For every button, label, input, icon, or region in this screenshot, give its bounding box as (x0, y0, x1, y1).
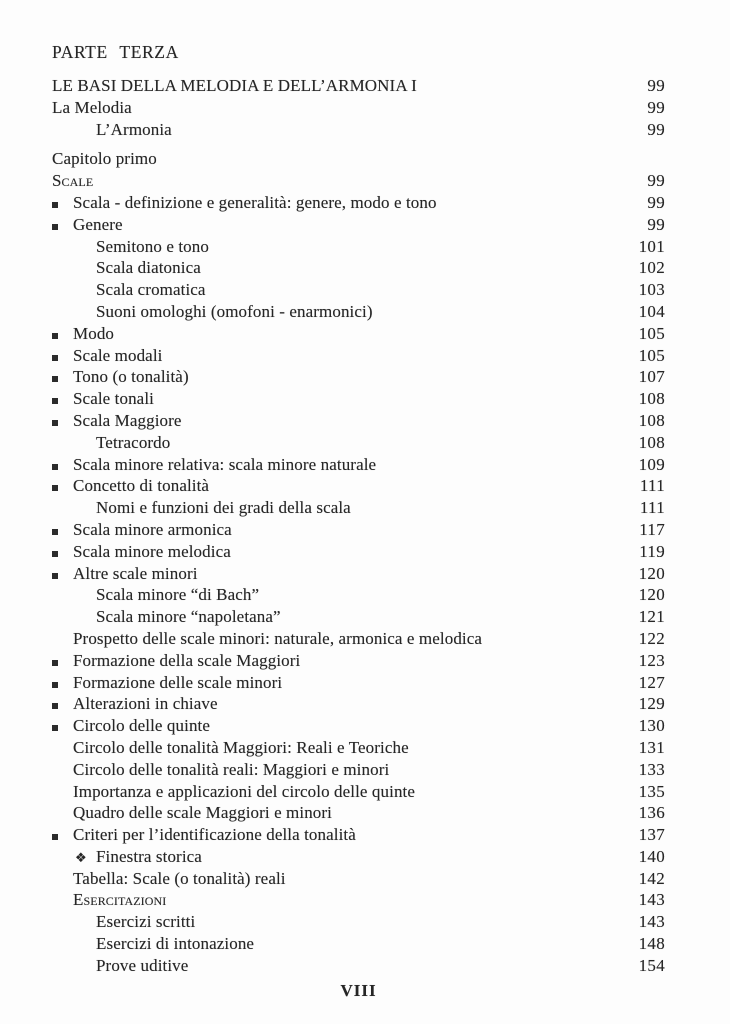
toc-entry-label: Scale modali (73, 345, 163, 365)
toc-entry-label: Scale tonali (73, 389, 154, 409)
toc-entry-label: Finestra storica (96, 846, 202, 866)
toc-entry (52, 584, 665, 606)
toc-entry (52, 541, 665, 563)
toc-entry-label: Prove uditive (96, 955, 189, 975)
square-bullet-icon (52, 345, 73, 367)
toc-entry-page: 105 (638, 345, 665, 365)
square-bullet-icon (52, 475, 73, 497)
square-bullet-icon (52, 323, 73, 345)
toc-entry-label: Concetto di tonalità (73, 476, 210, 496)
toc-entry-page: 104 (638, 301, 665, 321)
toc-entry-label: Scala minore “napoletana” (96, 607, 281, 627)
toc-entry-label: Scala minore armonica (73, 519, 232, 539)
toc-entry-page: 107 (638, 367, 665, 387)
toc-entry-page: 108 (638, 410, 665, 430)
toc-entry-page: 137 (638, 825, 665, 845)
toc-entry-page: 99 (647, 171, 665, 191)
toc-entry-page: 142 (638, 868, 665, 888)
toc-entry-label: Scala Maggiore (73, 410, 182, 430)
toc-entry-label: L’Armonia (96, 119, 172, 139)
toc-entry (52, 672, 665, 694)
toc-entry-label: Scala minore relativa: scala minore naturale (73, 454, 377, 474)
square-bullet-icon (52, 454, 73, 476)
toc-entry-page: 99 (647, 76, 665, 95)
square-bullet-icon (52, 541, 73, 563)
square-bullet-icon (52, 214, 73, 236)
folio-page-number: VIII (340, 980, 377, 1000)
toc-entry (52, 955, 665, 977)
toc-entry-label: Criteri per l’identificazione della tonalità (73, 825, 356, 845)
toc-entry-page: 117 (639, 519, 665, 539)
toc-entry (52, 192, 665, 214)
toc-entry-page: 111 (639, 476, 665, 496)
toc-entry-page: 102 (638, 258, 665, 278)
toc-entry (52, 693, 665, 715)
toc-entry-label: Circolo delle quinte (73, 716, 211, 736)
toc-entry-page: 123 (638, 650, 665, 670)
toc-entry (52, 366, 665, 388)
toc-entry-page: 108 (638, 432, 665, 452)
toc-entry-label: Nomi e funzioni dei gradi della scala (96, 498, 351, 518)
toc-entry (52, 650, 665, 672)
toc-entry-label: Alterazioni in chiave (73, 694, 218, 714)
square-bullet-icon (52, 693, 73, 715)
toc-entry (52, 606, 665, 628)
toc-entry-page: 103 (638, 280, 665, 300)
toc-entry (52, 279, 665, 301)
square-bullet-icon (52, 366, 73, 388)
toc-entry-page: 143 (638, 912, 665, 932)
toc-entry-label: Formazione delle scale minori (73, 672, 283, 692)
toc-entry-label: Importanza e applicazioni del circolo delle quinte (73, 781, 416, 801)
toc-entry-label: Scala cromatica (96, 280, 206, 300)
toc-entry-label: Tetracordo (96, 432, 171, 452)
toc-entry-label: Scale (52, 171, 94, 191)
toc-entry (52, 410, 665, 432)
toc-entry (52, 323, 665, 345)
toc-entry (52, 257, 665, 279)
toc-entry-page: 136 (638, 803, 665, 823)
toc-entry-page: 99 (647, 97, 665, 117)
square-bullet-icon (52, 410, 73, 432)
square-bullet-icon (52, 519, 73, 541)
toc-entry-page: 130 (638, 716, 665, 736)
toc-entry-page: 101 (638, 236, 665, 256)
square-bullet-icon (52, 715, 73, 737)
toc-entry-label: Genere (73, 214, 123, 234)
toc-entry-label: Formazione della scale Maggiori (73, 650, 301, 670)
part-header: PARTE TERZA (52, 42, 179, 62)
toc-entry-page: 154 (638, 955, 665, 975)
toc-entry-label: Altre scale minori (73, 563, 198, 583)
toc-entry (52, 519, 665, 541)
toc-list (52, 75, 665, 977)
toc-entry-page: 109 (638, 454, 665, 474)
toc-entry (52, 759, 665, 781)
toc-entry (52, 214, 665, 236)
toc-entry (52, 802, 665, 824)
toc-entry (52, 454, 665, 476)
toc-entry (52, 345, 665, 367)
toc-entry-label: Tono (o tonalità) (73, 367, 189, 387)
toc-entry-page: 140 (638, 846, 665, 866)
toc-entry (52, 75, 665, 97)
toc-entry (52, 170, 665, 192)
toc-entry (52, 97, 665, 119)
toc-entry-page: 143 (638, 890, 665, 910)
toc-entry (52, 824, 665, 846)
toc-entry-page: 121 (638, 607, 665, 627)
toc-entry (52, 119, 665, 141)
toc-entry-label: Prospetto delle scale minori: naturale, armonica e melodica (73, 628, 483, 648)
toc-entry-label: Semitono e tono (96, 236, 209, 256)
toc-entry-page: 133 (638, 759, 665, 779)
toc-entry (52, 236, 665, 258)
toc-entry-label: LE BASI DELLA MELODIA E DELL’ARMONIA I (52, 76, 417, 95)
toc-entry-label: Circolo delle tonalità reali: Maggiori e minori (73, 759, 390, 779)
toc-entry-page: 108 (638, 389, 665, 409)
square-bullet-icon (52, 824, 73, 846)
toc-entry-label: Tabella: Scale (o tonalità) reali (73, 868, 286, 888)
toc-entry-page: 131 (638, 737, 665, 757)
toc-entry-label: Esercizi di intonazione (96, 934, 255, 954)
toc-entry (52, 868, 665, 890)
toc-entry-label: Quadro delle scale Maggiori e minori (73, 803, 332, 823)
toc-entry-page: 122 (638, 628, 665, 648)
toc-entry-label: La Melodia (52, 97, 132, 117)
toc-entry-page: 105 (638, 323, 665, 343)
toc-entry (52, 781, 665, 803)
toc-entry (52, 846, 665, 868)
toc-entry-page: 99 (647, 192, 665, 212)
square-bullet-icon (52, 192, 73, 214)
toc-entry (52, 933, 665, 955)
toc-entry-page: 111 (639, 498, 665, 518)
toc-entry (52, 475, 665, 497)
toc-entry-page: 99 (647, 214, 665, 234)
toc-entry-label: Esercizi scritti (96, 912, 196, 932)
toc-entry (52, 889, 665, 911)
toc-entry-label: Esercitazioni (73, 890, 167, 910)
toc-entry-label: Circolo delle tonalità Maggiori: Reali e Teoriche (73, 737, 409, 757)
toc-entry-page: 129 (638, 694, 665, 714)
toc-entry (52, 628, 665, 650)
toc-entry-label: Capitolo primo (52, 149, 157, 169)
toc-entry-label: Scala diatonica (96, 258, 201, 278)
square-bullet-icon (52, 650, 73, 672)
toc-entry-page: 119 (639, 541, 665, 561)
toc-entry-label: Scala minore “di Bach” (96, 585, 260, 605)
toc-entry-page: 120 (638, 585, 665, 605)
toc-entry (52, 497, 665, 519)
toc-entry (52, 388, 665, 410)
toc-entry-label: Suoni omologhi (omofoni - enarmonici) (96, 301, 373, 321)
toc-entry-page: 148 (638, 934, 665, 954)
toc-entry-label: Scala minore melodica (73, 541, 231, 561)
toc-entry-page: 120 (638, 563, 665, 583)
toc-entry (52, 148, 665, 170)
toc-entry (52, 737, 665, 759)
square-bullet-icon (52, 563, 73, 585)
toc-entry-page: 127 (638, 672, 665, 692)
toc-entry-page: 99 (647, 119, 665, 139)
toc-entry (52, 911, 665, 933)
toc-entry (52, 301, 665, 323)
toc-entry (52, 563, 665, 585)
toc-entry-page: 135 (638, 781, 665, 801)
square-bullet-icon (52, 672, 73, 694)
toc-entry-label: Modo (73, 323, 115, 343)
toc-entry (52, 715, 665, 737)
square-bullet-icon (52, 388, 73, 410)
diamond-icon: ❖ (75, 850, 87, 866)
toc-entry (52, 432, 665, 454)
toc-entry-label: Scala - definizione e generalità: genere, modo e tono (73, 192, 437, 212)
